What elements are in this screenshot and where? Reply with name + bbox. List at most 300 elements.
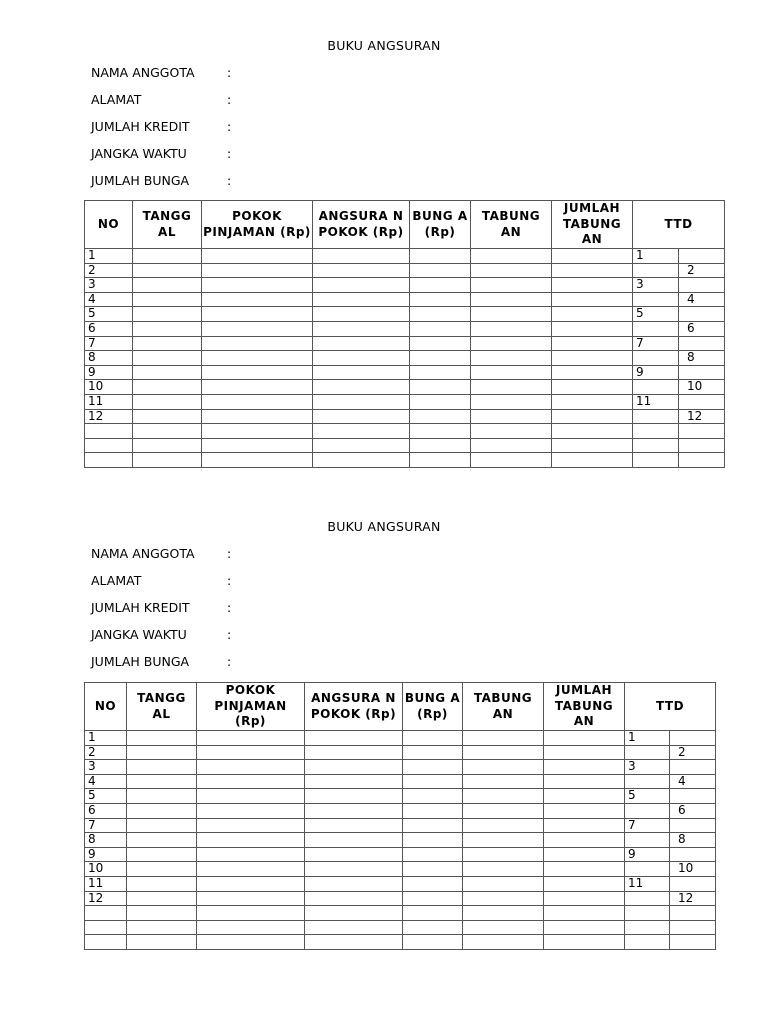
table-cell xyxy=(544,920,625,935)
table-cell xyxy=(403,731,463,746)
table-cell xyxy=(463,803,544,818)
row-number-cell: 12 xyxy=(85,409,133,424)
ttd-right-cell xyxy=(670,818,716,833)
ttd-left-cell: 3 xyxy=(633,278,679,293)
table-cell xyxy=(305,745,403,760)
ttd-left-cell: 1 xyxy=(633,249,679,264)
table-cell xyxy=(552,380,633,395)
table-cell xyxy=(463,935,544,950)
table-cell xyxy=(133,321,202,336)
table-cell xyxy=(127,862,197,877)
ttd-right-cell: 12 xyxy=(679,409,725,424)
ttd-left-cell xyxy=(633,424,679,439)
table-cell xyxy=(471,380,552,395)
table-row xyxy=(85,307,725,322)
table-cell xyxy=(197,833,305,848)
table-cell xyxy=(305,876,403,891)
table-cell xyxy=(403,818,463,833)
table-cell xyxy=(463,774,544,789)
table-cell xyxy=(552,438,633,453)
row-number-cell: 11 xyxy=(85,394,133,409)
row-number-cell: 11 xyxy=(85,876,127,891)
row-number-cell: 1 xyxy=(85,731,127,746)
table-cell xyxy=(313,307,410,322)
table-cell xyxy=(305,803,403,818)
ttd-left-cell xyxy=(625,862,670,877)
table-cell xyxy=(313,453,410,468)
ttd-right-cell: 10 xyxy=(679,380,725,395)
row-number-cell: 8 xyxy=(85,351,133,366)
table-row xyxy=(85,731,716,746)
table-cell xyxy=(127,920,197,935)
header-tabungan: TABUNG AN xyxy=(471,201,552,249)
table-cell xyxy=(313,292,410,307)
ttd-left-cell: 1 xyxy=(625,731,670,746)
field-label: JUMLAH KREDIT xyxy=(91,600,190,615)
table-row xyxy=(85,906,716,921)
table-cell xyxy=(202,307,313,322)
ttd-right-cell xyxy=(679,307,725,322)
table-cell xyxy=(313,321,410,336)
header-bunga: BUNG A (Rp) xyxy=(410,201,471,249)
ttd-right-cell xyxy=(679,438,725,453)
table-cell xyxy=(197,876,305,891)
table-row xyxy=(85,292,725,307)
table-cell xyxy=(202,249,313,264)
table-cell xyxy=(463,745,544,760)
table-row xyxy=(85,351,725,366)
table-cell xyxy=(403,833,463,848)
ttd-right-cell: 2 xyxy=(679,263,725,278)
table-cell xyxy=(313,336,410,351)
table-cell xyxy=(313,278,410,293)
row-number-cell: 7 xyxy=(85,818,127,833)
ttd-right-cell xyxy=(670,731,716,746)
field-jumlah-bunga xyxy=(91,654,232,669)
table-cell xyxy=(197,745,305,760)
field-separator: : xyxy=(227,546,232,561)
table-row xyxy=(85,935,716,950)
ttd-right-cell: 6 xyxy=(679,321,725,336)
header-angsuran-pokok: ANGSURA N POKOK (Rp) xyxy=(305,683,403,731)
table-cell xyxy=(463,731,544,746)
table-cell xyxy=(471,438,552,453)
table-cell xyxy=(552,336,633,351)
ttd-right-cell: 10 xyxy=(670,862,716,877)
table-cell xyxy=(544,833,625,848)
table-cell xyxy=(197,906,305,921)
row-number-cell: 4 xyxy=(85,292,133,307)
table-cell xyxy=(410,307,471,322)
table-cell xyxy=(305,847,403,862)
row-number-cell: 3 xyxy=(85,278,133,293)
table-cell xyxy=(197,803,305,818)
row-number-cell: 6 xyxy=(85,321,133,336)
header-ttd: TTD xyxy=(633,201,725,249)
table-cell xyxy=(133,380,202,395)
table-cell xyxy=(197,891,305,906)
ttd-left-cell xyxy=(633,321,679,336)
row-number-cell: 8 xyxy=(85,833,127,848)
table-cell xyxy=(305,774,403,789)
field-nama-anggota xyxy=(91,65,232,80)
table-cell xyxy=(410,278,471,293)
table-cell xyxy=(463,920,544,935)
page-title: BUKU ANGSURAN xyxy=(327,38,441,53)
table-cell xyxy=(197,731,305,746)
table-cell xyxy=(471,278,552,293)
table-cell xyxy=(544,789,625,804)
ttd-left-cell: 9 xyxy=(633,365,679,380)
field-label: JUMLAH BUNGA xyxy=(91,654,190,669)
table-row xyxy=(85,453,725,468)
table-cell xyxy=(403,891,463,906)
table-cell xyxy=(544,935,625,950)
table-cell xyxy=(410,453,471,468)
field-label: NAMA ANGGOTA xyxy=(91,65,195,80)
table-cell xyxy=(305,833,403,848)
table-cell xyxy=(202,409,313,424)
ttd-right-cell xyxy=(670,920,716,935)
table-cell xyxy=(463,906,544,921)
table-cell xyxy=(127,774,197,789)
table-row xyxy=(85,365,725,380)
table-cell xyxy=(410,321,471,336)
header-ttd: TTD xyxy=(625,683,716,731)
ttd-right-cell xyxy=(679,249,725,264)
table-cell xyxy=(471,307,552,322)
table-cell xyxy=(471,263,552,278)
ttd-right-cell xyxy=(670,760,716,775)
field-separator: : xyxy=(227,600,232,615)
table-cell xyxy=(544,745,625,760)
table-cell xyxy=(410,394,471,409)
table-cell xyxy=(410,380,471,395)
table-row xyxy=(85,774,716,789)
table-cell xyxy=(313,249,410,264)
table-cell xyxy=(410,424,471,439)
installment-table xyxy=(84,682,716,950)
table-cell xyxy=(552,263,633,278)
ttd-left-cell xyxy=(625,906,670,921)
table-row xyxy=(85,862,716,877)
table-cell xyxy=(305,891,403,906)
ttd-left-cell xyxy=(625,774,670,789)
table-cell xyxy=(197,847,305,862)
table-row xyxy=(85,789,716,804)
page-title: BUKU ANGSURAN xyxy=(327,519,441,534)
table-cell xyxy=(471,424,552,439)
field-label: JANGKA WAKTU xyxy=(91,627,187,642)
table-row xyxy=(85,321,725,336)
ttd-left-cell xyxy=(625,935,670,950)
table-cell xyxy=(313,351,410,366)
ttd-left-cell: 5 xyxy=(633,307,679,322)
table-cell xyxy=(544,803,625,818)
table-cell xyxy=(127,935,197,950)
ttd-right-cell xyxy=(670,906,716,921)
table-cell xyxy=(127,731,197,746)
row-number-cell: 10 xyxy=(85,380,133,395)
table-cell xyxy=(197,935,305,950)
field-separator: : xyxy=(227,173,232,188)
table-cell xyxy=(403,920,463,935)
table-cell xyxy=(202,380,313,395)
table-row xyxy=(85,438,725,453)
table-cell xyxy=(133,409,202,424)
row-number-cell: 10 xyxy=(85,862,127,877)
table-cell xyxy=(403,935,463,950)
table-cell xyxy=(305,818,403,833)
field-separator: : xyxy=(227,146,232,161)
table-cell xyxy=(313,380,410,395)
table-cell xyxy=(313,365,410,380)
table-cell xyxy=(305,920,403,935)
table-cell xyxy=(202,321,313,336)
field-label: JUMLAH BUNGA xyxy=(91,173,190,188)
table-cell xyxy=(127,891,197,906)
ttd-right-cell xyxy=(670,935,716,950)
table-cell xyxy=(552,394,633,409)
ttd-left-cell xyxy=(633,292,679,307)
row-number-cell: 2 xyxy=(85,263,133,278)
row-number-cell: 5 xyxy=(85,307,133,322)
field-separator: : xyxy=(227,119,232,134)
field-separator: : xyxy=(227,65,232,80)
row-number-cell: 4 xyxy=(85,774,127,789)
table-cell xyxy=(471,351,552,366)
header-pokok-pinjaman: POKOK PINJAMAN (Rp) xyxy=(197,683,305,731)
table-cell xyxy=(127,833,197,848)
table-cell xyxy=(544,862,625,877)
table-cell xyxy=(133,292,202,307)
ttd-left-cell xyxy=(633,351,679,366)
table-cell xyxy=(403,745,463,760)
installment-book-1 xyxy=(0,0,768,480)
table-cell xyxy=(197,774,305,789)
ttd-left-cell xyxy=(633,409,679,424)
installment-table xyxy=(84,200,725,468)
ttd-right-cell: 4 xyxy=(670,774,716,789)
table-cell xyxy=(552,278,633,293)
table-cell xyxy=(463,891,544,906)
table-cell xyxy=(471,453,552,468)
table-row xyxy=(85,263,725,278)
table-row xyxy=(85,249,725,264)
table-cell xyxy=(544,891,625,906)
ttd-right-cell xyxy=(679,278,725,293)
row-number-cell xyxy=(85,453,133,468)
table-cell xyxy=(305,862,403,877)
table-cell xyxy=(127,760,197,775)
table-row xyxy=(85,803,716,818)
ttd-left-cell: 11 xyxy=(633,394,679,409)
field-jumlah-kredit xyxy=(91,119,232,134)
row-number-cell xyxy=(85,424,133,439)
row-number-cell: 9 xyxy=(85,365,133,380)
table-cell xyxy=(313,263,410,278)
ttd-left-cell xyxy=(625,745,670,760)
header-jumlah-tabungan: JUMLAH TABUNG AN xyxy=(544,683,625,731)
table-cell xyxy=(313,394,410,409)
table-cell xyxy=(305,935,403,950)
table-cell xyxy=(463,876,544,891)
table-cell xyxy=(202,453,313,468)
header-angsuran-pokok: ANGSURA N POKOK (Rp) xyxy=(313,201,410,249)
header-tanggal: TANGG AL xyxy=(127,683,197,731)
ttd-left-cell xyxy=(633,453,679,468)
row-number-cell xyxy=(85,935,127,950)
installment-book-2 xyxy=(0,481,768,981)
table-cell xyxy=(403,876,463,891)
table-row xyxy=(85,278,725,293)
ttd-right-cell: 2 xyxy=(670,745,716,760)
field-jangka-waktu xyxy=(91,146,232,161)
table-row xyxy=(85,745,716,760)
ttd-left-cell xyxy=(625,803,670,818)
field-nama-anggota xyxy=(91,546,232,561)
row-number-cell xyxy=(85,438,133,453)
header-pokok-pinjaman: POKOK PINJAMAN (Rp) xyxy=(202,201,313,249)
ttd-right-cell: 6 xyxy=(670,803,716,818)
table-row xyxy=(85,818,716,833)
row-number-cell: 2 xyxy=(85,745,127,760)
table-cell xyxy=(544,876,625,891)
field-separator: : xyxy=(227,627,232,642)
table-cell xyxy=(197,862,305,877)
table-cell xyxy=(133,351,202,366)
table-cell xyxy=(471,249,552,264)
row-number-cell: 3 xyxy=(85,760,127,775)
table-cell xyxy=(410,263,471,278)
table-cell xyxy=(133,438,202,453)
ttd-left-cell: 5 xyxy=(625,789,670,804)
table-cell xyxy=(471,292,552,307)
ttd-left-cell xyxy=(625,920,670,935)
row-number-cell xyxy=(85,920,127,935)
ttd-right-cell xyxy=(679,394,725,409)
table-cell xyxy=(133,263,202,278)
field-label: ALAMAT xyxy=(91,92,142,107)
table-cell xyxy=(133,307,202,322)
table-cell xyxy=(202,263,313,278)
table-cell xyxy=(544,906,625,921)
ttd-right-cell xyxy=(679,424,725,439)
field-separator: : xyxy=(227,92,232,107)
table-cell xyxy=(202,438,313,453)
table-cell xyxy=(202,278,313,293)
table-cell xyxy=(463,847,544,862)
table-cell xyxy=(133,424,202,439)
field-label: NAMA ANGGOTA xyxy=(91,546,195,561)
table-cell xyxy=(471,409,552,424)
table-cell xyxy=(127,847,197,862)
ttd-left-cell: 7 xyxy=(633,336,679,351)
table-cell xyxy=(127,876,197,891)
table-row xyxy=(85,876,716,891)
table-cell xyxy=(202,292,313,307)
table-cell xyxy=(544,847,625,862)
row-number-cell: 7 xyxy=(85,336,133,351)
ttd-left-cell: 7 xyxy=(625,818,670,833)
field-separator: : xyxy=(227,654,232,669)
field-alamat xyxy=(91,92,232,107)
table-cell xyxy=(471,321,552,336)
header-no: NO xyxy=(85,201,133,249)
table-cell xyxy=(403,847,463,862)
field-label: JANGKA WAKTU xyxy=(91,146,187,161)
table-cell xyxy=(127,789,197,804)
table-cell xyxy=(202,365,313,380)
table-cell xyxy=(410,249,471,264)
table-cell xyxy=(552,249,633,264)
table-cell xyxy=(305,731,403,746)
table-cell xyxy=(552,351,633,366)
ttd-right-cell xyxy=(670,789,716,804)
table-cell xyxy=(410,351,471,366)
ttd-left-cell xyxy=(633,380,679,395)
ttd-right-cell xyxy=(670,847,716,862)
field-jumlah-kredit xyxy=(91,600,232,615)
header-bunga: BUNG A (Rp) xyxy=(403,683,463,731)
table-row xyxy=(85,409,725,424)
table-cell xyxy=(544,760,625,775)
ttd-left-cell xyxy=(633,438,679,453)
row-number-cell: 1 xyxy=(85,249,133,264)
table-row xyxy=(85,760,716,775)
ttd-right-cell xyxy=(670,876,716,891)
ttd-right-cell xyxy=(679,336,725,351)
table-row xyxy=(85,380,725,395)
table-cell xyxy=(127,745,197,760)
field-jumlah-bunga xyxy=(91,173,232,188)
table-cell xyxy=(410,292,471,307)
table-cell xyxy=(133,453,202,468)
table-cell xyxy=(552,307,633,322)
field-alamat xyxy=(91,573,232,588)
table-cell xyxy=(471,365,552,380)
table-cell xyxy=(463,760,544,775)
table-cell xyxy=(313,409,410,424)
table-cell xyxy=(471,336,552,351)
table-cell xyxy=(463,818,544,833)
ttd-right-cell: 8 xyxy=(670,833,716,848)
table-cell xyxy=(552,321,633,336)
table-cell xyxy=(305,789,403,804)
table-cell xyxy=(552,365,633,380)
field-label: JUMLAH KREDIT xyxy=(91,119,190,134)
ttd-right-cell xyxy=(679,365,725,380)
table-cell xyxy=(471,394,552,409)
table-cell xyxy=(133,249,202,264)
table-cell xyxy=(544,818,625,833)
table-row xyxy=(85,424,725,439)
header-jumlah-tabungan: JUMLAH TABUNG AN xyxy=(552,201,633,249)
table-row xyxy=(85,336,725,351)
table-cell xyxy=(202,424,313,439)
table-cell xyxy=(463,862,544,877)
table-cell xyxy=(552,424,633,439)
row-number-cell: 6 xyxy=(85,803,127,818)
row-number-cell: 5 xyxy=(85,789,127,804)
ttd-left-cell xyxy=(625,833,670,848)
table-cell xyxy=(552,453,633,468)
ttd-left-cell xyxy=(625,891,670,906)
table-cell xyxy=(552,292,633,307)
field-jangka-waktu xyxy=(91,627,232,642)
table-cell xyxy=(197,789,305,804)
ttd-left-cell: 11 xyxy=(625,876,670,891)
